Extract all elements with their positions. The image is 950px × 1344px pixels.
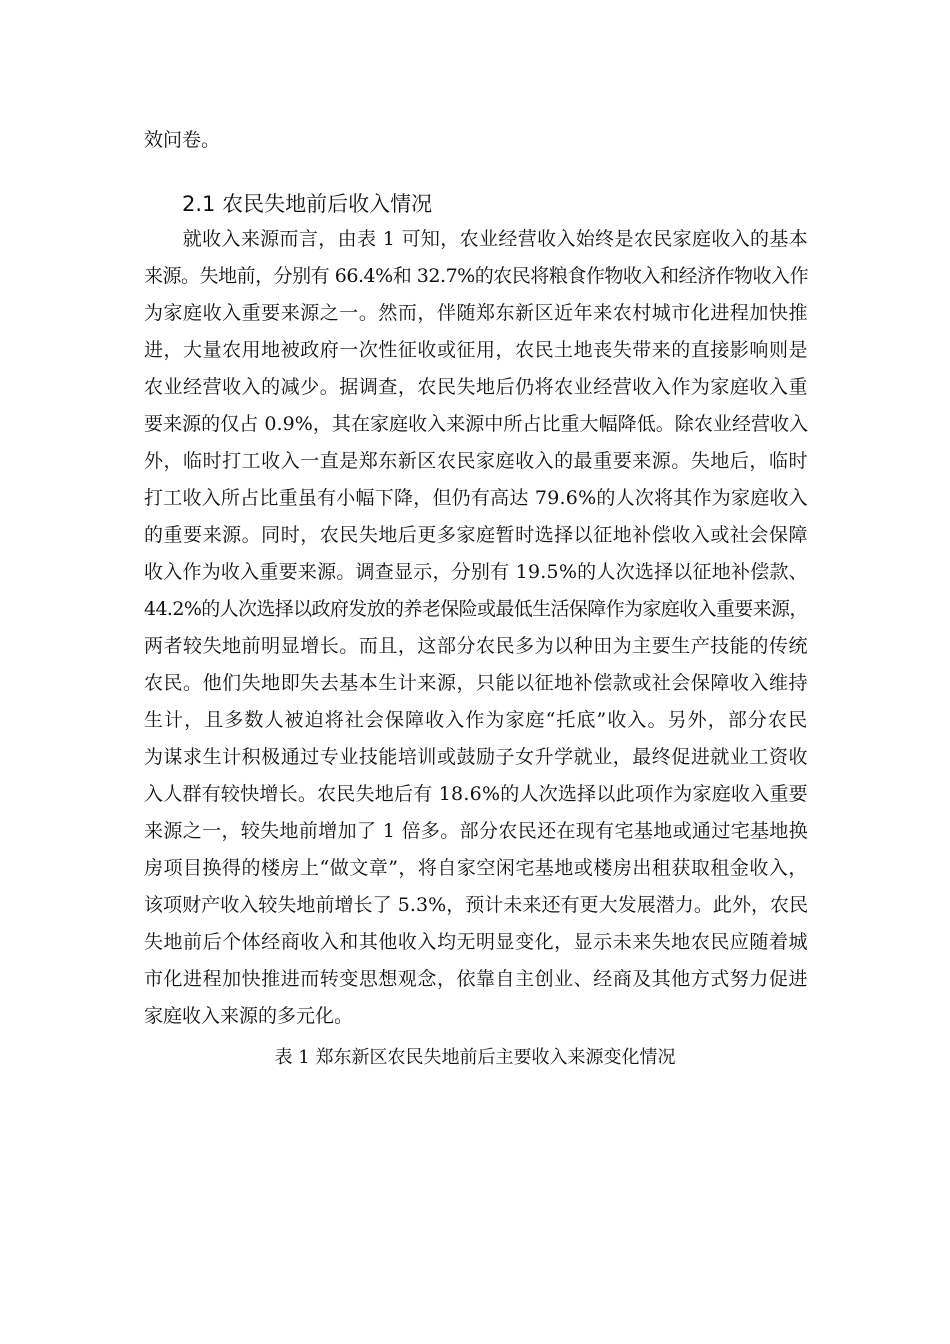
paragraph-line: 生计，且多数人被迫将社会保障收入作为家庭“托底”收入。另外，部分农民 xyxy=(144,709,809,731)
paragraph-line: 收入作为收入重要来源。调查显示，分别有 19.5%的人次选择以征地补偿款、 xyxy=(144,561,808,583)
paragraph-line: 家庭收入来源的多元化。 xyxy=(144,1005,354,1027)
paragraph-line: 为家庭收入重要来源之一。然而，伴随郑东新区近年来农村城市化进程加快推 xyxy=(144,302,809,324)
section-heading: 2.1 农民失地前后收入情况 xyxy=(182,192,433,217)
paragraph-line: 入人群有较快增长。农民失地后有 18.6%的人次选择以此项作为家庭收入重要 xyxy=(144,783,808,805)
paragraph-line: 为谋求生计积极通过专业技能培训或鼓励子女升学就业，最终促进就业工资收 xyxy=(144,746,809,768)
paragraph-line: 就收入来源而言，由表 1 可知，农业经营收入始终是农民家庭收入的基本 xyxy=(144,228,809,250)
paragraph-line: 进，大量农用地被政府一次性征收或征用，农民土地丧失带来的直接影响则是 xyxy=(144,339,809,361)
table-caption: 表 1 郑东新区农民失地前后主要收入来源变化情况 xyxy=(274,1047,676,1068)
paragraph-line: 要来源的仅占 0.9%，其在家庭收入来源中所占比重大幅降低。除农业经营收入 xyxy=(144,413,809,435)
paragraph-line: 两者较失地前明显增长。而且，这部分农民多为以种田为主要生产技能的传统 xyxy=(144,635,809,657)
body-paragraph xyxy=(144,221,808,1035)
paragraph-line: 外，临时打工收入一直是郑东新区农民家庭收入的最重要来源。失地后，临时 xyxy=(144,450,809,472)
paragraph-line: 该项财产收入较失地前增长了 5.3%，预计未来还有更大发展潜力。此外，农民 xyxy=(144,894,809,916)
paragraph-line: 来源。失地前，分别有 66.4%和 32.7%的农民将粮食作物收入和经济作物收入作 xyxy=(144,265,809,287)
paragraph-line: 农民。他们失地即失去基本生计来源，只能以征地补偿款或社会保障收入维持 xyxy=(144,672,809,694)
paragraph-line: 44.2%的人次选择以政府发放的养老保险或最低生活保障作为家庭收入重要来源， xyxy=(144,598,808,620)
paragraph-line: 的重要来源。同时，农民失地后更多家庭暂时选择以征地补偿收入或社会保障 xyxy=(144,524,809,546)
paragraph-line: 打工收入所占比重虽有小幅下降，但仍有高达 79.6%的人次将其作为家庭收入 xyxy=(144,487,808,509)
paragraph-line: 市化进程加快推进而转变思想观念，依靠自主创业、经商及其他方式努力促进 xyxy=(144,968,809,990)
paragraph-line: 农业经营收入的减少。据调查，农民失地后仍将农业经营收入作为家庭收入重 xyxy=(144,376,809,398)
paragraph-line: 房项目换得的楼房上“做文章”，将自家空闲宅基地或楼房出租获取租金收入， xyxy=(144,857,808,879)
paragraph-line: 来源之一，较失地前增加了 1 倍多。部分农民还在现有宅基地或通过宅基地换 xyxy=(144,820,809,842)
paragraph-line: 失地前后个体经商收入和其他收入均无明显变化，显示未来失地农民应随着城 xyxy=(144,931,809,953)
continuation-text: 效问卷。 xyxy=(144,129,221,151)
